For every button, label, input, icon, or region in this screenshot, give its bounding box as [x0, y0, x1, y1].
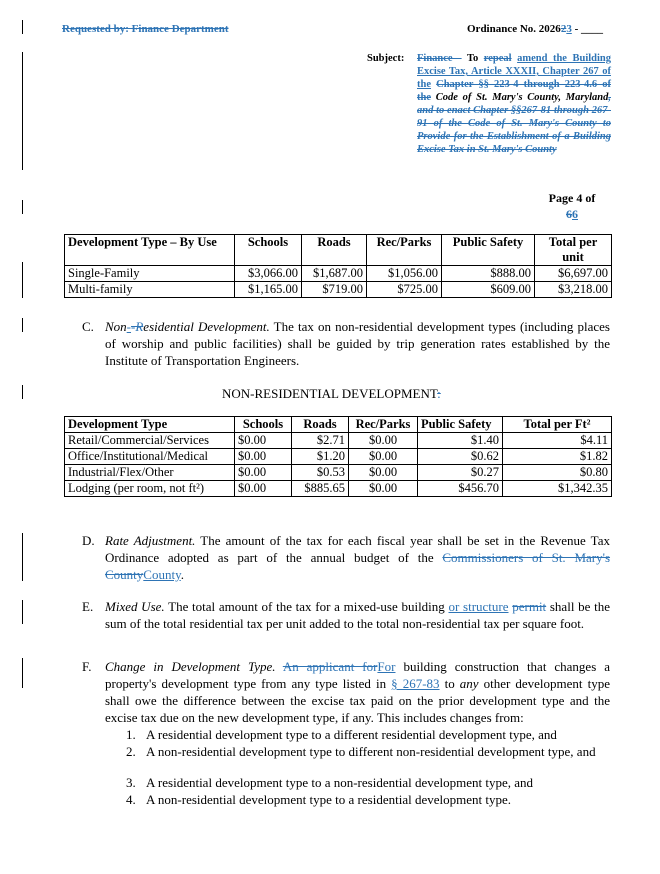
- safety-value: $1.40: [418, 433, 503, 449]
- col-header: Development Type – By Use: [65, 235, 235, 266]
- total-value: $1.82: [503, 449, 612, 465]
- rec-value: $1,056.00: [367, 266, 442, 282]
- table-row: [65, 282, 612, 298]
- col-header: Public Safety: [418, 417, 503, 433]
- rec-value: $0.00: [349, 449, 418, 465]
- total-value: $4.11: [503, 433, 612, 449]
- schools-value: $0.00: [235, 481, 292, 497]
- total-value: $0.80: [503, 465, 612, 481]
- col-header: Roads: [292, 417, 349, 433]
- subject-text: Finance - To repeal amend the Building Excise Tax, Article XXXII, Chapter 267 of the Chapter §§ 223-4 through 223-4.6 of the Code of St. Mary's County, Maryland, and to enact Chapter §§267-81 through 267-91 of the Code of St. Mary's County to Provide for the Establishment of a Building Excise Tax in St. Mary's County: [417, 53, 612, 155]
- table-row: [65, 465, 612, 481]
- roads-value: $719.00: [302, 282, 367, 298]
- table-row: [65, 266, 612, 282]
- schools-value: $3,066.00: [235, 266, 302, 282]
- dev-type: Lodging (per room, not ft²): [65, 481, 235, 497]
- col-header: Schools: [235, 417, 292, 433]
- schools-value: $0.00: [235, 433, 292, 449]
- change-bar: [22, 20, 23, 34]
- change-bar: [22, 262, 23, 298]
- col-header: Total per Ft²: [503, 417, 612, 433]
- residential-rate-table: [64, 234, 612, 298]
- section-c: C. Non--Residential Development. The tax on non-residential development types (including places of worship and public facilities) shall be guided by trip generation rates established by the Institute of Transportation Engineers.: [82, 319, 610, 368]
- roads-value: $1,687.00: [302, 266, 367, 282]
- col-header: Total per unit: [535, 235, 612, 266]
- list-item: 2. A non-residential development type to different non-residential development type, and: [126, 744, 596, 759]
- rec-value: $725.00: [367, 282, 442, 298]
- col-header: Development Type: [65, 417, 235, 433]
- col-header: Rec/Parks: [367, 235, 442, 266]
- col-header: Schools: [235, 235, 302, 266]
- rec-value: $0.00: [349, 433, 418, 449]
- total-value: $6,697.00: [535, 266, 612, 282]
- roads-value: $2.71: [292, 433, 349, 449]
- safety-value: $456.70: [418, 481, 503, 497]
- change-bar: [22, 52, 23, 170]
- subject-label: Subject:: [367, 53, 405, 64]
- rec-value: $0.00: [349, 481, 418, 497]
- list-item: 4. A non-residential development type to a residential development type.: [126, 792, 511, 807]
- list-item: 3. A residential development type to a non-residential development type, and: [126, 775, 533, 790]
- rec-value: $0.00: [349, 465, 418, 481]
- schools-value: $1,165.00: [235, 282, 302, 298]
- roads-value: $1.20: [292, 449, 349, 465]
- col-header: Roads: [302, 235, 367, 266]
- col-header: Rec/Parks: [349, 417, 418, 433]
- schools-value: $0.00: [235, 465, 292, 481]
- page-number: Page 4 of 66: [548, 191, 596, 221]
- dev-type: Retail/Commercial/Services: [65, 433, 235, 449]
- safety-value: $0.62: [418, 449, 503, 465]
- nonres-heading: NON-RESIDENTIAL DEVELOPMENT:: [222, 386, 441, 401]
- table-row: [65, 481, 612, 497]
- nonresidential-rate-table: [64, 416, 612, 497]
- change-bar: [22, 385, 23, 399]
- table-row: [65, 449, 612, 465]
- safety-value: $609.00: [442, 282, 535, 298]
- change-bar: [22, 658, 23, 688]
- dev-type: Single-Family: [65, 266, 235, 282]
- section-f: F. Change in Development Type. An applicant forFor building construction that changes a property's development type from any type listed in § 267-83 to any other development type shall owe the difference between the excise tax paid on the prior development type and the excise tax due on the new development type, if any. This includes changes from:: [82, 659, 610, 725]
- safety-value: $888.00: [442, 266, 535, 282]
- total-value: $1,342.35: [503, 481, 612, 497]
- roads-value: $0.53: [292, 465, 349, 481]
- dev-type: Industrial/Flex/Other: [65, 465, 235, 481]
- roads-value: $885.65: [292, 481, 349, 497]
- section-d: D. Rate Adjustment. The amount of the tax for each fiscal year shall be set in the Revenue Tax Ordinance adopted as part of the annual budget of the Commissioners of St. Mary's CountyCounty.: [82, 533, 611, 582]
- ordinance-number: Ordinance No. 202623 - ____: [467, 23, 603, 35]
- col-header: Public Safety: [442, 235, 535, 266]
- safety-value: $0.27: [418, 465, 503, 481]
- change-bar: [22, 200, 23, 214]
- list-item: 1. A residential development type to a different residential development type, and: [126, 727, 557, 742]
- change-bar: [22, 318, 23, 332]
- section-e: E. Mixed Use. The total amount of the tax for a mixed-use building or structure permit shall be the sum of the total residential tax per unit added to the total non-residential tax per square foot.: [82, 599, 610, 631]
- total-value: $3,218.00: [535, 282, 612, 298]
- table-row: [65, 433, 612, 449]
- dev-type: Multi-family: [65, 282, 235, 298]
- schools-value: $0.00: [235, 449, 292, 465]
- change-bar: [22, 533, 23, 581]
- requested-by: Requested by: Finance Department: [62, 23, 229, 35]
- change-bar: [22, 600, 23, 624]
- dev-type: Office/Institutional/Medical: [65, 449, 235, 465]
